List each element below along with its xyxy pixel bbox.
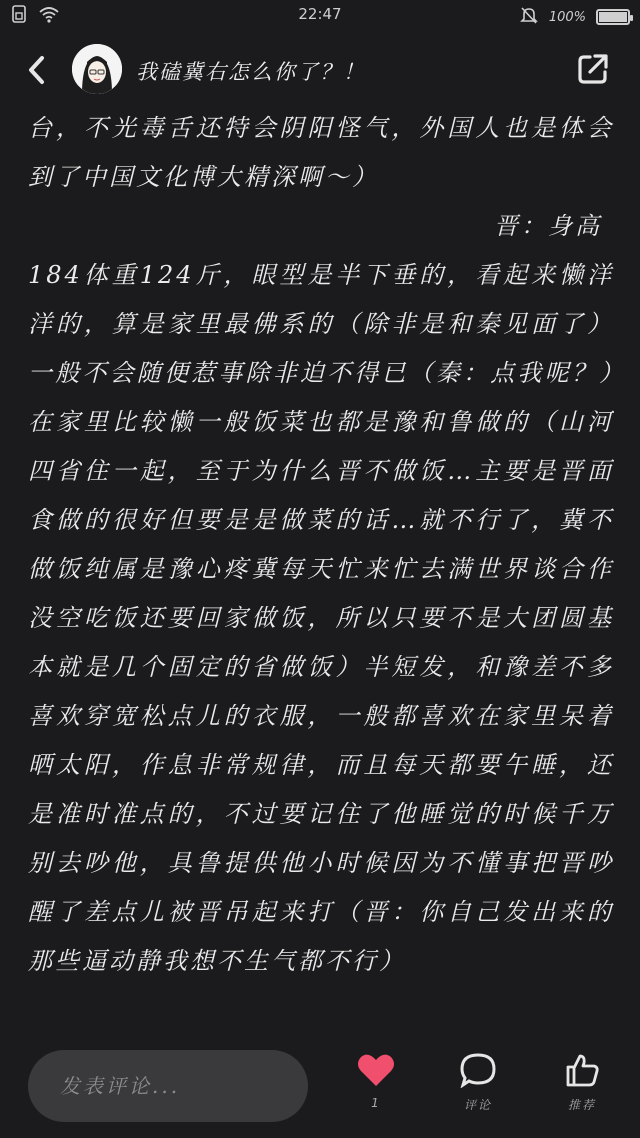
battery-fill	[599, 12, 627, 22]
status-bar	[0, 0, 640, 30]
thumbs-up-icon	[562, 1052, 602, 1088]
article-content	[28, 80, 614, 1040]
like-count: 1	[371, 1096, 381, 1110]
share-button[interactable]	[576, 52, 610, 86]
comment-button[interactable]	[448, 1052, 508, 1113]
avatar[interactable]	[72, 44, 122, 94]
comment-label: 评论	[463, 1098, 492, 1112]
comment-input[interactable]	[28, 1050, 308, 1122]
mute-bell-icon	[519, 5, 539, 29]
share-icon	[576, 52, 610, 86]
article-right-line: 晋：身高	[494, 212, 602, 240]
comment-placeholder: 发表评论...	[60, 1074, 181, 1098]
like-button[interactable]	[346, 1052, 406, 1110]
back-button[interactable]	[22, 52, 52, 88]
battery-text: 100%	[548, 9, 586, 25]
recommend-button[interactable]	[552, 1052, 612, 1113]
page-title: 我磕冀右怎么你了？！	[136, 60, 366, 84]
bottom-bar	[0, 1038, 640, 1138]
status-bar-right	[519, 5, 630, 29]
top-bar	[0, 30, 640, 108]
comment-bubble-icon	[458, 1052, 498, 1088]
heart-icon	[356, 1052, 396, 1088]
status-time: 22:47	[298, 5, 342, 23]
article-paragraph-1: 台，不光毒舌还特会阴阳怪气，外国人也是体会到了中国文化博大精深啊～）	[28, 114, 614, 191]
battery-icon	[596, 9, 630, 25]
recommend-label: 推荐	[567, 1098, 596, 1112]
back-chevron-icon	[22, 52, 52, 88]
article-paragraph-2: 184体重124斤，眼型是半下垂的，看起来懒洋洋的，算是家里最佛系的（除非是和秦见面了）一般不会随便惹事除非迫不得已（秦：点我呢？）在家里比较懒一般饭菜也都是豫和鲁做的（山河四省住一起，至于为什么晋不做饭…主要是晋面食做的很好但要是是做菜的话…就不行了，冀不做饭纯属是豫心疼冀每天忙来忙去满世界谈合作没空吃饭还要回家做饭，所以只要不是大团圆基本就是几个固定的省做饭）半短发，和豫差不多喜欢穿宽松点儿的衣服，一般都喜欢在家里呆着晒太阳，作息非常规律，而且每天都要午睡，还是准时准点的，不过要记住了他睡觉的时候千万别去吵他，具鲁提供他小时候因为不懂事把晋吵醒了差点儿被晋吊起来打（晋：你自己发出来的那些逼动静我想不生气都不行）	[28, 261, 614, 975]
